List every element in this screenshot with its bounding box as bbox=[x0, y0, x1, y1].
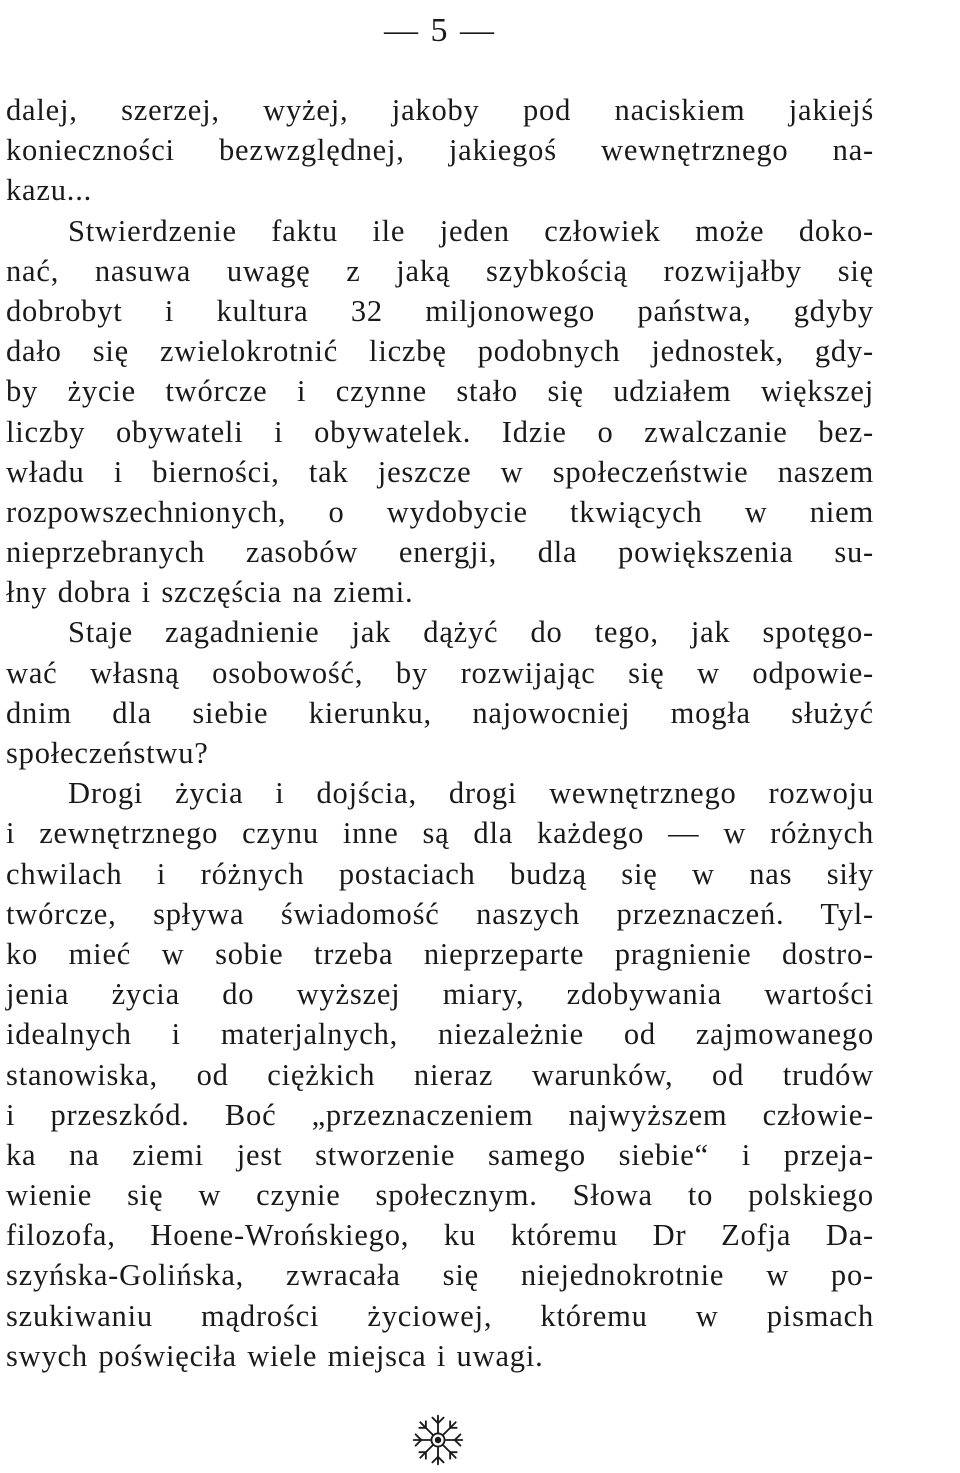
body-text bbox=[6, 90, 874, 1376]
text-line: nać, nasuwa uwagę z jaką szybkością rozwijałby się bbox=[6, 253, 874, 288]
text-line: nieprzebranych zasobów energji, dla powiększenia su- bbox=[6, 535, 874, 570]
text-line: szukiwaniu mądrości życiowej, któremu w pismach bbox=[6, 1298, 874, 1333]
text-line: rozpowszechnionych, o wydobycie tkwiących w niem bbox=[6, 494, 874, 529]
text-line: jenia życia do wyższej miary, zdobywania wartości bbox=[6, 977, 874, 1012]
text-line: wać własną osobowość, by rozwijając się w odpowie- bbox=[6, 655, 874, 690]
text-line: Stwierdzenie faktu ile jeden człowiek może doko- bbox=[68, 213, 874, 248]
text-line: władu i bierności, tak jeszcze w społeczeństwie naszem bbox=[6, 454, 874, 489]
text-line: Drogi życia i dojścia, drogi wewnętrznego rozwoju bbox=[68, 776, 874, 811]
text-line: swych poświęciła wiele miejsca i uwagi. bbox=[6, 1338, 544, 1373]
text-line: i przeszkód. Boć „przeznaczeniem najwyższem człowie- bbox=[6, 1097, 874, 1132]
text-line: liczby obywateli i obywatelek. Idzie o zwalczanie bez- bbox=[6, 414, 874, 449]
text-line: dobrobyt i kultura 32 miljonowego państwa, gdyby bbox=[6, 293, 874, 328]
text-line: twórcze, spływa świadomość naszych przeznaczeń. Tyl- bbox=[6, 896, 874, 931]
text-line: dalej, szerzej, wyżej, jakoby pod naciskiem jakiejś bbox=[6, 93, 874, 127]
text-line: łny dobra i szczęścia na ziemi. bbox=[6, 575, 414, 610]
text-line: Staje zagadnienie jak dążyć do tego, jak spotęgo- bbox=[68, 615, 874, 650]
text-line: konieczności bezwzględnej, jakiegoś wewnętrznego na- bbox=[6, 133, 874, 168]
text-line: społeczeństwu? bbox=[6, 736, 209, 770]
text-line: ka na ziemi jest stworzenie samego siebie“ i przeja- bbox=[6, 1137, 874, 1172]
text-line: kazu... bbox=[6, 173, 93, 208]
text-line: chwilach i różnych postaciach budzą się w nas siły bbox=[6, 856, 874, 891]
text-line: filozofa, Hoene-Wrońskiego, ku któremu Dr Zofja Da- bbox=[6, 1218, 874, 1253]
text-line: ko mieć w sobie trzeba nieprzeparte pragnienie dostro- bbox=[6, 936, 874, 971]
text-line: szyńska-Golińska, zwracała się niejednokrotnie w po- bbox=[6, 1258, 874, 1293]
text-line: dało się zwielokrotnić liczbę podobnych jednostek, gdy- bbox=[6, 334, 874, 369]
page-number: — 5 — bbox=[384, 12, 496, 49]
text-line: wienie się w czynie społecznym. Słowa to polskiego bbox=[6, 1178, 874, 1213]
text-line: stanowiska, od ciężkich nieraz warunków, od trudów bbox=[6, 1057, 874, 1092]
text-line: by życie twórcze i czynne stało się udziałem większej bbox=[6, 374, 874, 409]
text-line: idealnych i materjalnych, niezależnie od zajmowanego bbox=[6, 1017, 874, 1052]
floral-star-ornament-icon bbox=[410, 1412, 466, 1468]
text-line: i zewnętrznego czynu inne są dla każdego — w różnych bbox=[6, 816, 874, 851]
text-line: dnim dla siebie kierunku, najowocniej mogła służyć bbox=[6, 695, 874, 730]
